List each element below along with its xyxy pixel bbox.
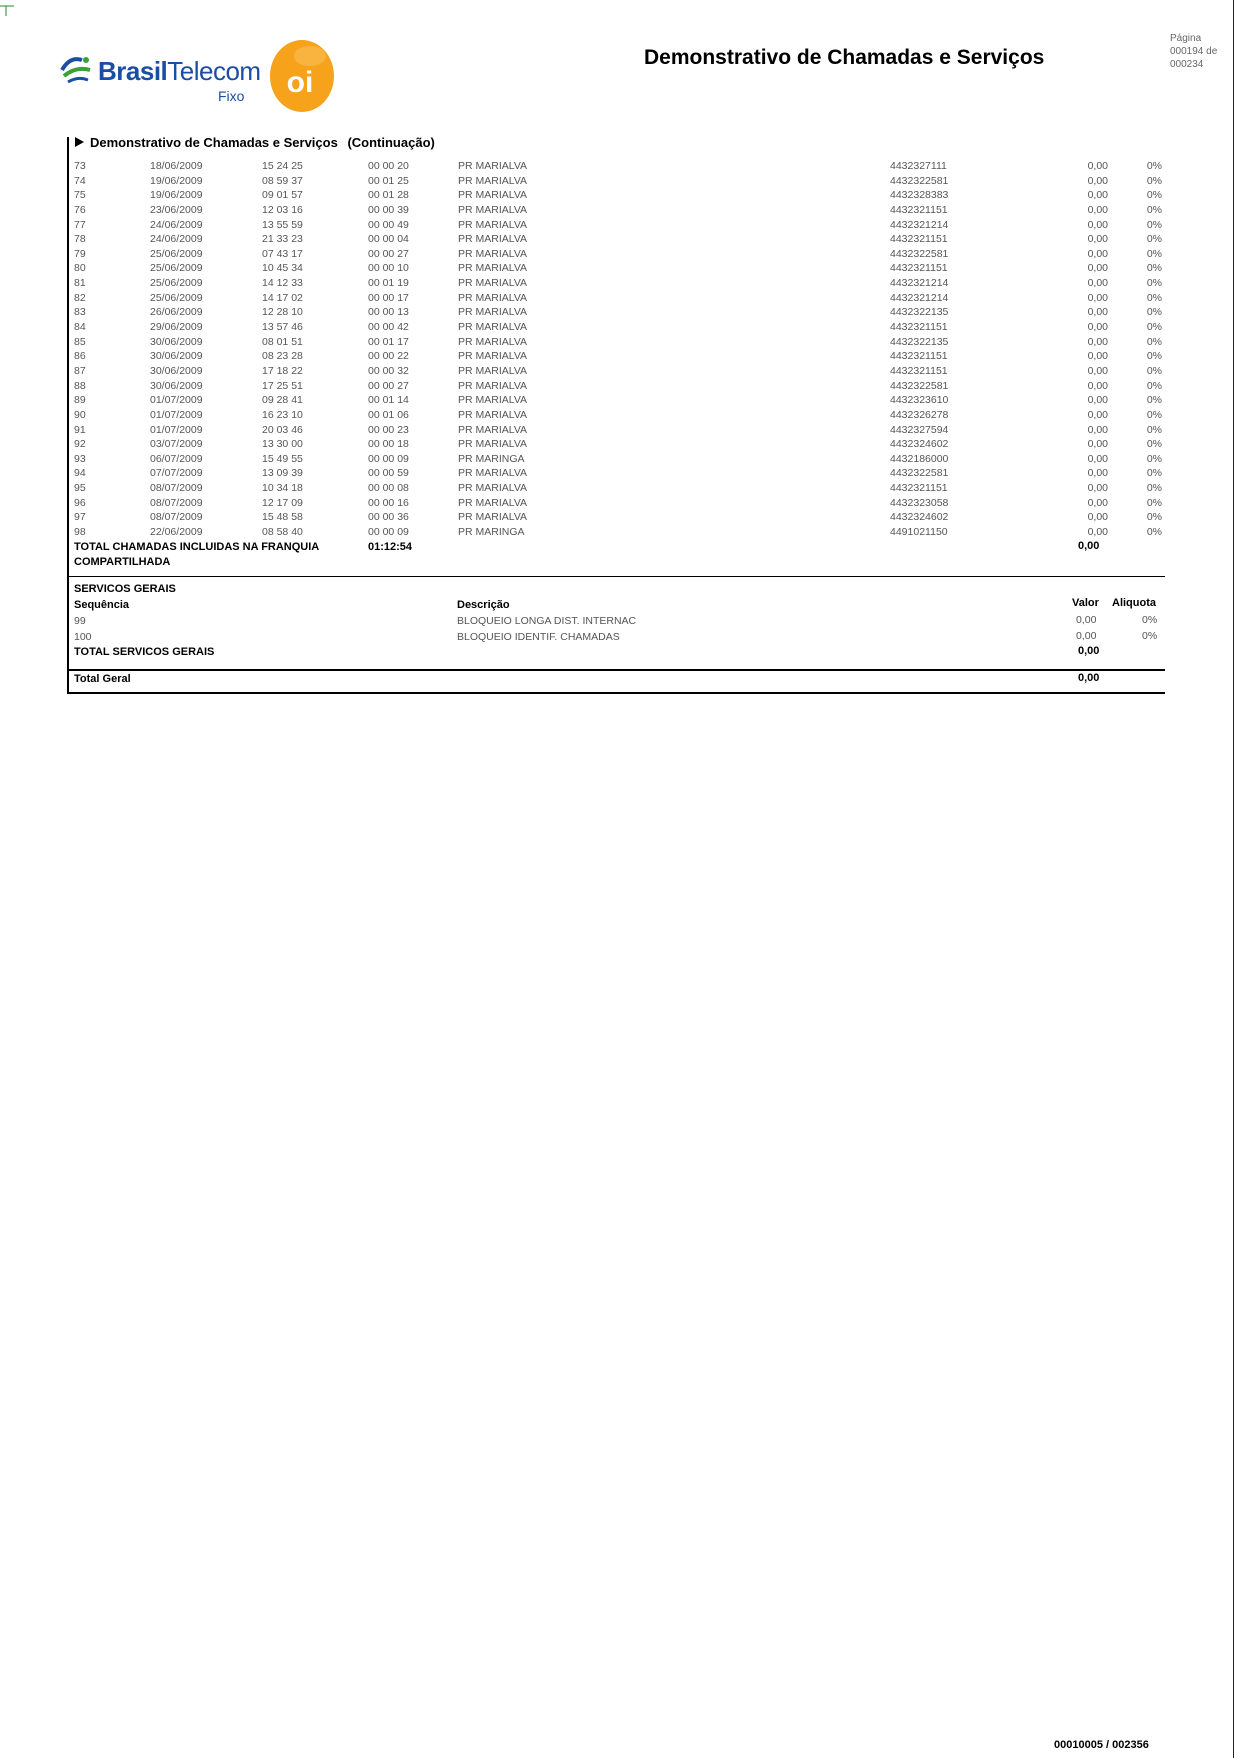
call-seq: 89 (74, 394, 86, 407)
call-time: 08 23 28 (262, 350, 303, 363)
call-rate: 0% (1146, 511, 1162, 524)
call-duration: 00 01 17 (368, 335, 409, 348)
call-seq: 84 (74, 321, 86, 334)
call-date: 08/07/2009 (150, 496, 203, 509)
call-time: 14 12 33 (262, 277, 303, 290)
calls-total-label-line2: COMPARTILHADA (74, 556, 171, 568)
call-value: 0,00 (1087, 306, 1108, 319)
call-time: 13 30 00 (262, 438, 303, 451)
call-number: 4432322135 (890, 306, 949, 319)
call-rate: 0% (1146, 496, 1162, 509)
call-date: 24/06/2009 (150, 233, 203, 246)
call-city: PR MARIALVA (458, 394, 528, 407)
call-seq: 86 (74, 350, 86, 363)
call-duration: 00 01 14 (368, 394, 409, 407)
call-value: 0,00 (1087, 203, 1108, 216)
call-rate: 0% (1146, 408, 1162, 421)
table-row (74, 394, 1174, 409)
call-city: PR MARIALVA (458, 438, 528, 451)
call-time: 20 03 46 (262, 423, 303, 436)
call-value: 0,00 (1087, 364, 1108, 377)
call-duration: 00 01 19 (368, 277, 409, 290)
call-duration: 00 00 22 (368, 350, 409, 363)
call-seq: 97 (74, 511, 86, 524)
call-city: PR MARIALVA (458, 482, 528, 495)
call-number: 4432321151 (890, 482, 948, 495)
call-number: 4432321151 (890, 364, 948, 377)
call-number: 4432321151 (890, 321, 948, 334)
calls-table (74, 160, 1174, 541)
call-duration: 00 00 36 (368, 511, 409, 524)
document-title: Demonstrativo de Chamadas e Serviços (644, 46, 1045, 69)
call-time: 08 58 40 (262, 526, 303, 539)
call-time: 13 09 39 (262, 467, 303, 480)
service-rate: 0% (1142, 630, 1158, 642)
services-total-value: 0,00 (1078, 645, 1100, 657)
call-duration: 00 01 28 (368, 189, 409, 202)
call-time: 15 24 25 (262, 160, 303, 172)
table-row (74, 380, 1174, 395)
call-duration: 00 00 09 (368, 526, 409, 539)
call-date: 08/07/2009 (150, 511, 203, 524)
call-time: 09 01 57 (262, 189, 303, 202)
table-row (74, 409, 1174, 424)
call-value: 0,00 (1087, 452, 1108, 465)
calls-total-label-line1: TOTAL CHAMADAS INCLUIDAS NA FRANQUIA (74, 541, 320, 553)
call-seq: 75 (74, 189, 86, 202)
call-number: 4432321151 (890, 233, 948, 246)
call-rate: 0% (1146, 306, 1162, 319)
call-rate: 0% (1146, 482, 1162, 495)
call-number: 4432321214 (890, 277, 949, 290)
section-left-border (67, 137, 69, 693)
call-duration: 00 00 27 (368, 247, 409, 260)
call-rate: 0% (1146, 335, 1162, 348)
scan-edge (1233, 0, 1234, 1758)
call-time: 07 43 17 (262, 247, 303, 260)
table-row (74, 277, 1174, 292)
call-time: 09 28 41 (262, 394, 303, 407)
call-date: 25/06/2009 (150, 291, 203, 304)
call-rate: 0% (1146, 364, 1162, 377)
call-seq: 79 (74, 247, 86, 260)
call-city: PR MARIALVA (458, 189, 528, 202)
call-date: 07/07/2009 (150, 467, 203, 480)
call-rate: 0% (1146, 174, 1162, 187)
page-total: 000234 (1170, 59, 1204, 70)
call-seq: 83 (74, 306, 86, 319)
table-row (74, 438, 1174, 453)
call-date: 19/06/2009 (150, 189, 203, 202)
call-number: 4432321151 (890, 350, 948, 363)
call-duration: 00 00 08 (368, 482, 409, 495)
table-row (74, 306, 1174, 321)
services-col-rate: Aliquota (1112, 597, 1156, 609)
call-city: PR MARIALVA (458, 408, 528, 421)
call-duration: 00 00 27 (368, 379, 409, 392)
call-seq: 93 (74, 452, 86, 465)
call-duration: 00 00 17 (368, 291, 409, 304)
call-date: 01/07/2009 (150, 423, 203, 436)
call-duration: 00 01 25 (368, 174, 409, 187)
call-city: PR MARIALVA (458, 335, 528, 348)
call-rate: 0% (1146, 262, 1162, 275)
call-seq: 87 (74, 364, 86, 377)
call-value: 0,00 (1087, 189, 1108, 202)
call-date: 19/06/2009 (150, 174, 203, 187)
call-date: 01/07/2009 (150, 408, 203, 421)
table-row (74, 350, 1174, 365)
service-value: 0,00 (1076, 614, 1097, 626)
call-date: 30/06/2009 (150, 379, 203, 392)
call-number: 4432322581 (890, 247, 949, 260)
call-number: 4432326278 (890, 408, 949, 421)
table-row (74, 453, 1174, 468)
call-city: PR MARIALVA (458, 174, 528, 187)
table-row (74, 248, 1174, 263)
call-seq: 88 (74, 379, 86, 392)
call-seq: 92 (74, 438, 86, 451)
call-duration: 00 00 10 (368, 262, 409, 275)
page-current: 000194 de (1170, 46, 1218, 57)
call-seq: 90 (74, 408, 86, 421)
call-city: PR MARIALVA (458, 233, 528, 246)
table-row (74, 365, 1174, 380)
call-number: 4432321151 (890, 203, 948, 216)
oi-logo-icon (268, 38, 334, 114)
call-time: 14 17 02 (262, 291, 303, 304)
call-number: 4432321214 (890, 291, 949, 304)
call-value: 0,00 (1087, 321, 1108, 334)
call-value: 0,00 (1087, 247, 1108, 260)
call-seq: 82 (74, 291, 86, 304)
service-desc: BLOQUEIO IDENTIF. CHAMADAS (457, 631, 620, 643)
table-row (74, 424, 1174, 439)
call-rate: 0% (1146, 291, 1162, 304)
call-city: PR MARIALVA (458, 321, 528, 334)
call-city: PR MARIALVA (458, 496, 528, 509)
crop-mark-icon (0, 0, 16, 16)
call-rate: 0% (1146, 467, 1162, 480)
section-header (67, 135, 1165, 153)
call-rate: 0% (1146, 379, 1162, 392)
call-city: PR MARIALVA (458, 467, 528, 480)
divider (69, 576, 1165, 577)
call-city: PR MARIALVA (458, 160, 528, 172)
call-date: 30/06/2009 (150, 350, 203, 363)
call-date: 03/07/2009 (150, 438, 203, 451)
call-rate: 0% (1146, 189, 1162, 202)
brand-sub: Fixo (218, 88, 245, 104)
table-row (74, 336, 1174, 351)
call-value: 0,00 (1087, 277, 1108, 290)
call-time: 21 33 23 (262, 233, 303, 246)
page-label: Página (1170, 33, 1202, 44)
call-duration: 00 00 16 (368, 496, 409, 509)
call-value: 0,00 (1087, 438, 1108, 451)
call-rate: 0% (1146, 394, 1162, 407)
call-duration: 00 00 13 (368, 306, 409, 319)
section-title: Demonstrativo de Chamadas e Serviços (90, 135, 338, 150)
oi-logo-text: oi (286, 66, 314, 99)
call-duration: 00 00 59 (368, 467, 409, 480)
call-duration: 00 00 23 (368, 423, 409, 436)
grand-total-value: 0,00 (1078, 672, 1100, 684)
call-seq: 73 (74, 160, 86, 172)
service-seq: 100 (74, 631, 92, 643)
call-date: 08/07/2009 (150, 482, 203, 495)
call-seq: 85 (74, 335, 86, 348)
call-value: 0,00 (1087, 423, 1108, 436)
call-time: 10 34 18 (262, 482, 303, 495)
service-seq: 99 (74, 615, 86, 627)
call-number: 4432323610 (890, 394, 949, 407)
call-city: PR MARINGA (458, 526, 525, 539)
call-date: 23/06/2009 (150, 203, 203, 216)
call-duration: 00 00 39 (368, 203, 409, 216)
call-rate: 0% (1146, 321, 1162, 334)
call-number: 4432327594 (890, 423, 949, 436)
call-seq: 77 (74, 218, 86, 231)
call-time: 12 03 16 (262, 203, 303, 216)
footer-code: 00010005 / 002356 (1054, 1739, 1149, 1751)
table-row (74, 292, 1174, 307)
call-seq: 81 (74, 277, 86, 290)
call-seq: 95 (74, 482, 86, 495)
service-value: 0,00 (1076, 630, 1097, 642)
table-row (74, 233, 1174, 248)
brasil-telecom-swirl-icon (58, 52, 96, 86)
call-city: PR MARIALVA (458, 291, 528, 304)
call-city: PR MARIALVA (458, 218, 528, 231)
call-number: 4432322581 (890, 467, 949, 480)
call-value: 0,00 (1087, 160, 1108, 172)
table-row (74, 204, 1174, 219)
call-number: 4432321214 (890, 218, 949, 231)
call-value: 0,00 (1087, 350, 1108, 363)
call-date: 30/06/2009 (150, 364, 203, 377)
call-value: 0,00 (1087, 408, 1108, 421)
call-date: 24/06/2009 (150, 218, 203, 231)
call-duration: 00 00 42 (368, 321, 409, 334)
call-number: 4491021150 (890, 526, 948, 539)
service-rate: 0% (1142, 614, 1158, 626)
call-value: 0,00 (1087, 291, 1108, 304)
table-row (74, 160, 1174, 175)
call-time: 10 45 34 (262, 262, 303, 275)
call-duration: 00 00 20 (368, 160, 409, 172)
call-value: 0,00 (1087, 262, 1108, 275)
services-col-desc: Descrição (457, 599, 510, 611)
call-city: PR MARIALVA (458, 247, 528, 260)
call-date: 18/06/2009 (150, 160, 203, 172)
call-duration: 00 00 04 (368, 233, 409, 246)
call-date: 29/06/2009 (150, 321, 203, 334)
call-rate: 0% (1146, 247, 1162, 260)
call-rate: 0% (1146, 218, 1162, 231)
table-row (74, 511, 1174, 526)
service-desc: BLOQUEIO LONGA DIST. INTERNAC (457, 615, 637, 627)
section-title-suffix: (Continuação) (347, 135, 435, 150)
call-date: 30/06/2009 (150, 335, 203, 348)
call-time: 16 23 10 (262, 408, 303, 421)
call-city: PR MARIALVA (458, 423, 528, 436)
call-rate: 0% (1146, 423, 1162, 436)
services-total-label: TOTAL SERVICOS GERAIS (74, 646, 215, 658)
call-rate: 0% (1146, 233, 1162, 246)
call-duration: 00 00 49 (368, 218, 409, 231)
call-rate: 0% (1146, 277, 1162, 290)
call-time: 13 57 46 (262, 321, 303, 334)
call-date: 01/07/2009 (150, 394, 203, 407)
call-rate: 0% (1146, 350, 1162, 363)
call-number: 4432322581 (890, 379, 949, 392)
call-number: 4432323058 (890, 496, 949, 509)
call-value: 0,00 (1087, 233, 1108, 246)
table-row (74, 526, 1174, 541)
call-value: 0,00 (1087, 496, 1108, 509)
grand-total-label: Total Geral (74, 673, 131, 685)
call-city: PR MARIALVA (458, 511, 528, 524)
call-time: 12 28 10 (262, 306, 303, 319)
table-row (74, 262, 1174, 277)
table-row (74, 219, 1174, 234)
call-seq: 76 (74, 203, 86, 216)
services-col-value: Valor (1072, 597, 1099, 609)
call-number: 4432321151 (890, 262, 948, 275)
divider (67, 669, 1165, 671)
call-time: 17 25 51 (262, 379, 303, 392)
table-row (74, 482, 1174, 497)
call-city: PR MARINGA (458, 452, 525, 465)
call-city: PR MARIALVA (458, 306, 528, 319)
call-time: 12 17 09 (262, 496, 303, 509)
call-number: 4432322581 (890, 174, 949, 187)
call-rate: 0% (1146, 452, 1162, 465)
call-date: 25/06/2009 (150, 262, 203, 275)
call-time: 15 48 58 (262, 511, 303, 524)
call-seq: 94 (74, 467, 86, 480)
services-col-seq: Sequência (74, 599, 130, 611)
call-city: PR MARIALVA (458, 379, 528, 392)
services-title: SERVICOS GERAIS (74, 583, 176, 595)
call-rate: 0% (1146, 438, 1162, 451)
call-time: 08 01 51 (262, 335, 303, 348)
call-value: 0,00 (1087, 526, 1108, 539)
call-duration: 00 00 09 (368, 452, 409, 465)
call-rate: 0% (1146, 160, 1162, 172)
call-duration: 00 00 32 (368, 364, 409, 377)
call-duration: 00 01 06 (368, 408, 409, 421)
call-rate: 0% (1146, 526, 1162, 539)
table-row (74, 321, 1174, 336)
calls-total-duration: 01:12:54 (368, 541, 413, 553)
page-indicator (1170, 32, 1217, 71)
call-value: 0,00 (1087, 379, 1108, 392)
triangle-bullet-icon (75, 137, 84, 147)
call-city: PR MARIALVA (458, 262, 528, 275)
call-seq: 74 (74, 174, 86, 187)
call-value: 0,00 (1087, 218, 1108, 231)
call-value: 0,00 (1087, 335, 1108, 348)
brand-wordmark: BrasilTelecom (98, 56, 261, 86)
call-city: PR MARIALVA (458, 277, 528, 290)
divider (67, 692, 1165, 694)
call-date: 22/06/2009 (150, 526, 203, 539)
call-seq: 78 (74, 233, 86, 246)
call-time: 08 59 37 (262, 174, 303, 187)
call-value: 0,00 (1087, 482, 1108, 495)
call-value: 0,00 (1087, 511, 1108, 524)
call-time: 15 49 55 (262, 452, 303, 465)
call-city: PR MARIALVA (458, 364, 528, 377)
call-seq: 80 (74, 262, 86, 275)
table-row (74, 189, 1174, 204)
calls-total-value: 0,00 (1078, 540, 1100, 552)
call-number: 4432322135 (890, 335, 949, 348)
call-seq: 98 (74, 526, 86, 539)
call-date: 25/06/2009 (150, 247, 203, 260)
call-seq: 96 (74, 496, 86, 509)
call-duration: 00 00 18 (368, 438, 409, 451)
call-value: 0,00 (1087, 394, 1108, 407)
call-date: 06/07/2009 (150, 452, 203, 465)
call-time: 17 18 22 (262, 364, 303, 377)
table-row (74, 497, 1174, 512)
table-row (74, 175, 1174, 190)
call-city: PR MARIALVA (458, 350, 528, 363)
call-date: 26/06/2009 (150, 306, 203, 319)
call-number: 4432327111 (890, 160, 947, 172)
call-seq: 91 (74, 423, 86, 436)
call-city: PR MARIALVA (458, 203, 528, 216)
call-number: 4432186000 (890, 452, 949, 465)
call-value: 0,00 (1087, 467, 1108, 480)
call-number: 4432324602 (890, 438, 949, 451)
call-rate: 0% (1146, 203, 1162, 216)
call-number: 4432328383 (890, 189, 949, 202)
call-time: 13 55 59 (262, 218, 303, 231)
call-date: 25/06/2009 (150, 277, 203, 290)
table-row (74, 467, 1174, 482)
call-number: 4432324602 (890, 511, 949, 524)
call-value: 0,00 (1087, 174, 1108, 187)
